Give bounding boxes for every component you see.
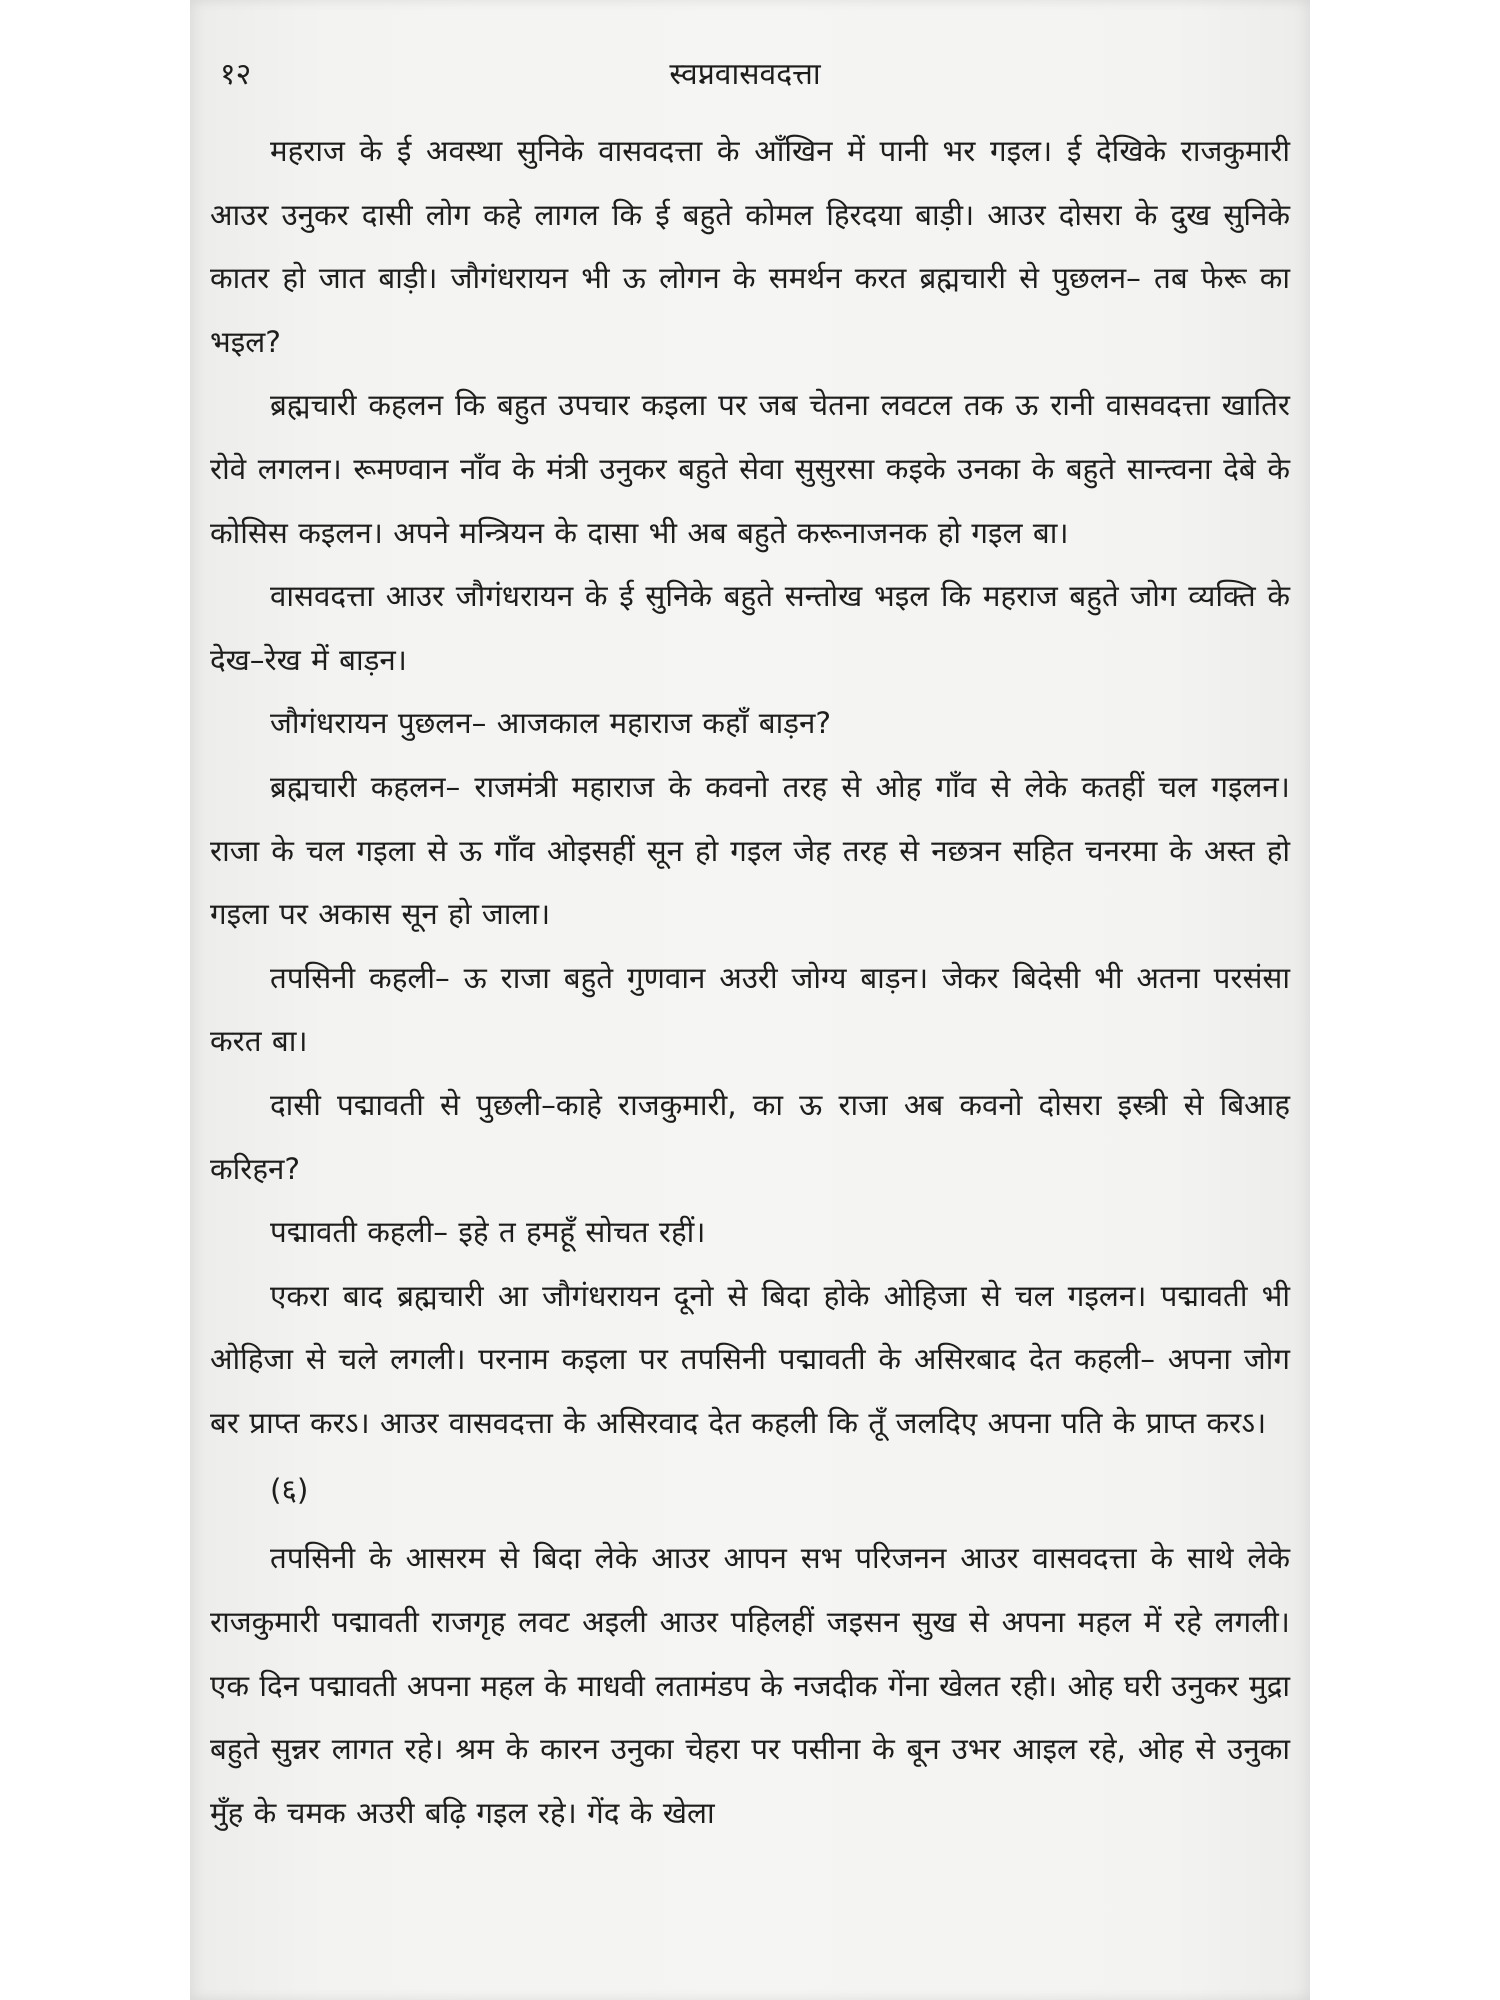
paragraph-6: तपसिनी कहली– ऊ राजा बहुते गुणवान अउरी जोग्य बाड़न। जेकर बिदेसी भी अतना परसंसा करत बा। xyxy=(210,960,1290,1059)
running-title: स्वप्नवासवदत्ता xyxy=(669,57,821,92)
section-number: (६) xyxy=(270,1473,309,1508)
book-page xyxy=(190,0,1310,2000)
paragraph-9: एकरा बाद ब्रह्मचारी आ जौगंधरायन दूनो से बिदा होके ओहिजा से चल गइलन। पद्मावती भी ओहिजा से चले लगली। परनाम कइला पर तपसिनी पद्मावती के असिरबाद देत कहली– अपना जोग बर प्राप्त करऽ। आउर वासवदत्ता के असिरवाद देत कहली कि तूँ जलदिए अपना पति के प्राप्त करऽ। xyxy=(210,1278,1290,1440)
paragraph-3: वासवदत्ता आउर जौगंधरायन के ई सुनिके बहुते सन्तोख भइल कि महराज बहुते जोग व्यक्ति के देख–रेख में बाड़न। xyxy=(210,579,1290,677)
paragraph-8: पद्मावती कहली– इहे त हमहूँ सोचत रहीं। xyxy=(270,1215,706,1250)
paragraph-4: जौगंधरायन पुछलन– आजकाल महाराज कहाँ बाड़न? xyxy=(270,706,832,741)
paragraph-1: महराज के ई अवस्था सुनिके वासवदत्ता के आँखिन में पानी भर गइल। ई देखिके राजकुमारी आउर उनुकर दासी लोग कहे लागल कि ई बहुते कोमल हिरदया बाड़ी। आउर दोसरा के दुख सुनिके कातर हो जात बाड़ी। जौगंधरायन भी ऊ लोगन के समर्थन करत ब्रह्मचारी से पुछलन– तब फेरू का भइल? xyxy=(210,134,1290,359)
paragraph-5: ब्रह्मचारी कहलन– राजमंत्री महाराज के कवनो तरह से ओह गाँव से लेके कतहीं चल गइलन। राजा के चल गइला से ऊ गाँव ओइसहीं सून हो गइल जेह तरह से नछत्रन सहित चनरमा के अस्त हो गइला पर अकास सून हो जाला। xyxy=(210,769,1290,932)
page-header xyxy=(220,52,1270,102)
page-body xyxy=(210,120,1290,1845)
paragraph-2: ब्रह्मचारी कहलन कि बहुत उपचार कइला पर जब चेतना लवटल तक ऊ रानी वासवदत्ता खातिर रोवे लगलन। रूमण्वान नाँव के मंत्री उनुकर बहुते सेवा सुसुरसा कइके उनका के बहुते सान्त्वना देबे के कोसिस कइलन। अपने मन्त्रियन के दासा भी अब बहुते करूनाजनक हो गइल बा। xyxy=(210,388,1290,550)
paragraph-7: दासी पद्मावती से पुछली–काहे राजकुमारी, का ऊ राजा अब कवनो दोसरा इस्त्री से बिआह करिहन? xyxy=(210,1087,1290,1186)
paragraph-10: तपसिनी के आसरम से बिदा लेके आउर आपन सभ परिजनन आउर वासवदत्ता के साथे लेके राजकुमारी पद्मावती राजगृह लवट अइली आउर पहिलहीं जइसन सुख से अपना महल में रहे लगली। एक दिन पद्मावती अपना महल के माधवी लतामंडप के नजदीक गेंना खेलत रही। ओह घरी उनुकर मुद्रा बहुते सुन्नर लागत रहे। श्रम के कारन उनुका चेहरा पर पसीना के बून उभर आइल रहे, ओह से उनुका मुँह के चमक अउरी बढ़ि गइल रहे। गेंद के खेला xyxy=(210,1541,1290,1830)
page-number: १२ xyxy=(220,57,252,92)
